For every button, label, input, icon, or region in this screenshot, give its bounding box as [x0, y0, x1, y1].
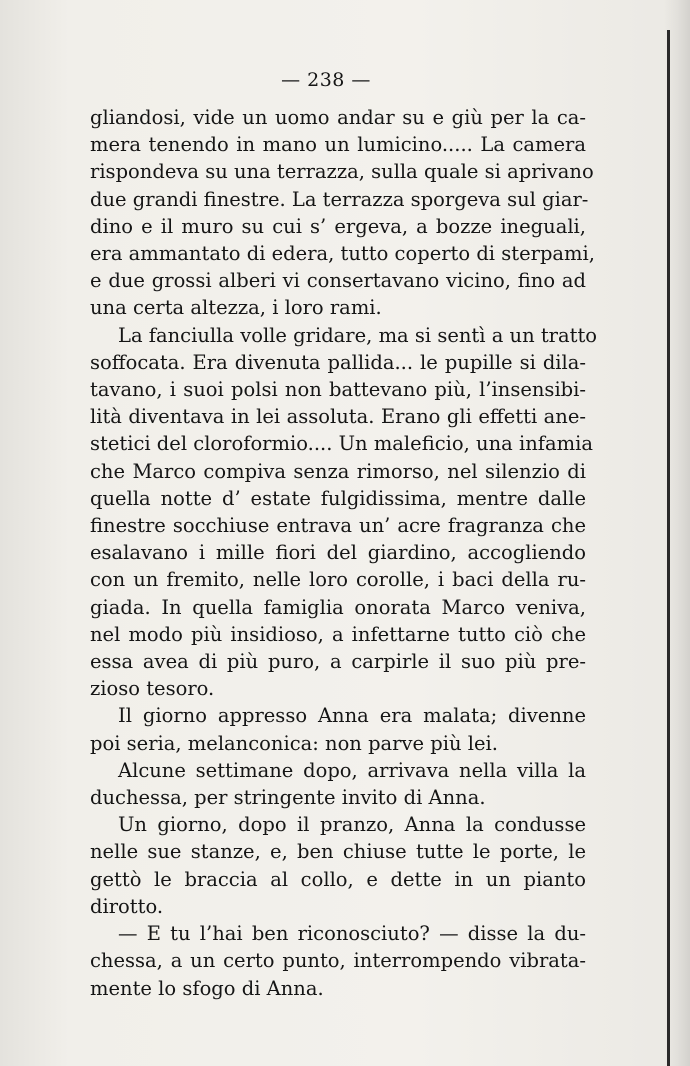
- body-text: [90, 104, 598, 1002]
- text-line: Il giorno appresso Anna era malata; divenne: [118, 704, 586, 728]
- text-line: nel modo più insidioso, a infettarne tutto ciò che: [90, 622, 586, 646]
- text-line: La fanciulla volle gridare, ma si sentì a un tratto: [118, 323, 598, 347]
- text-line: esalavano i mille fiori del giardino, accogliendo: [90, 541, 586, 565]
- text-line: quella notte d’ estate fulgidissima, mentre dalle: [90, 486, 586, 510]
- text-line: lità diventava in lei assoluta. Erano gli effetti ane-: [90, 405, 586, 429]
- text-line: stetici del cloroformio.... Un maleficio, una infamia: [90, 432, 593, 456]
- text-line: con un fremito, nelle loro corolle, i baci della ru-: [90, 568, 586, 592]
- text-line: chessa, a un certo punto, interrompendo vibrata-: [90, 949, 586, 973]
- text-line: una certa altezza, i loro rami.: [90, 296, 382, 320]
- text-line: finestre socchiuse entrava un’ acre fragranza che: [90, 514, 586, 538]
- text-line: Alcune settimane dopo, arrivava nella villa la: [118, 758, 586, 782]
- text-line: essa avea di più puro, a carpirle il suo più pre-: [90, 650, 586, 674]
- text-line: giada. In quella famiglia onorata Marco veniva,: [90, 595, 586, 619]
- text-line: dirotto.: [90, 894, 164, 918]
- text-line: mera tenendo in mano un lumicino..... La camera: [90, 133, 586, 157]
- text-line: gliandosi, vide un uomo andar su e giù per la ca-: [90, 106, 586, 129]
- text-line: rispondeva su una terrazza, sulla quale si aprivano: [90, 160, 594, 184]
- text-line: nelle sue stanze, e, ben chiuse tutte le porte, le: [90, 840, 586, 864]
- text-line: dino e il muro su cui s’ ergeva, a bozze ineguali,: [90, 214, 586, 238]
- text-line: mente lo sfogo di Anna.: [90, 976, 324, 1000]
- text-line: e due grossi alberi vi consertavano vicino, fino ad: [90, 269, 586, 293]
- text-line: soffocata. Era divenuta pallida... le pupille si dila-: [90, 350, 586, 374]
- text-line: che Marco compiva senza rimorso, nel silenzio di: [90, 459, 586, 483]
- page-number: — 238 —: [281, 69, 371, 91]
- text-line: Un giorno, dopo il pranzo, Anna la condusse: [118, 813, 586, 837]
- text-line: gettò le braccia al collo, e dette in un pianto: [90, 867, 586, 891]
- text-line: zioso tesoro.: [90, 677, 215, 701]
- text-line: — E tu l’hai ben riconosciuto? — disse la du-: [118, 922, 586, 946]
- text-line: era ammantato di edera, tutto coperto di sterpami,: [90, 242, 595, 266]
- text-line: duchessa, per stringente invito di Anna.: [90, 786, 486, 810]
- page-binding-edge: [667, 30, 670, 1066]
- text-line: tavano, i suoi polsi non battevano più, l’insensibi-: [90, 378, 586, 402]
- text-line: poi seria, melanconica: non parve più lei.: [90, 731, 498, 755]
- text-line: due grandi finestre. La terrazza sporgeva sul giar-: [90, 187, 589, 211]
